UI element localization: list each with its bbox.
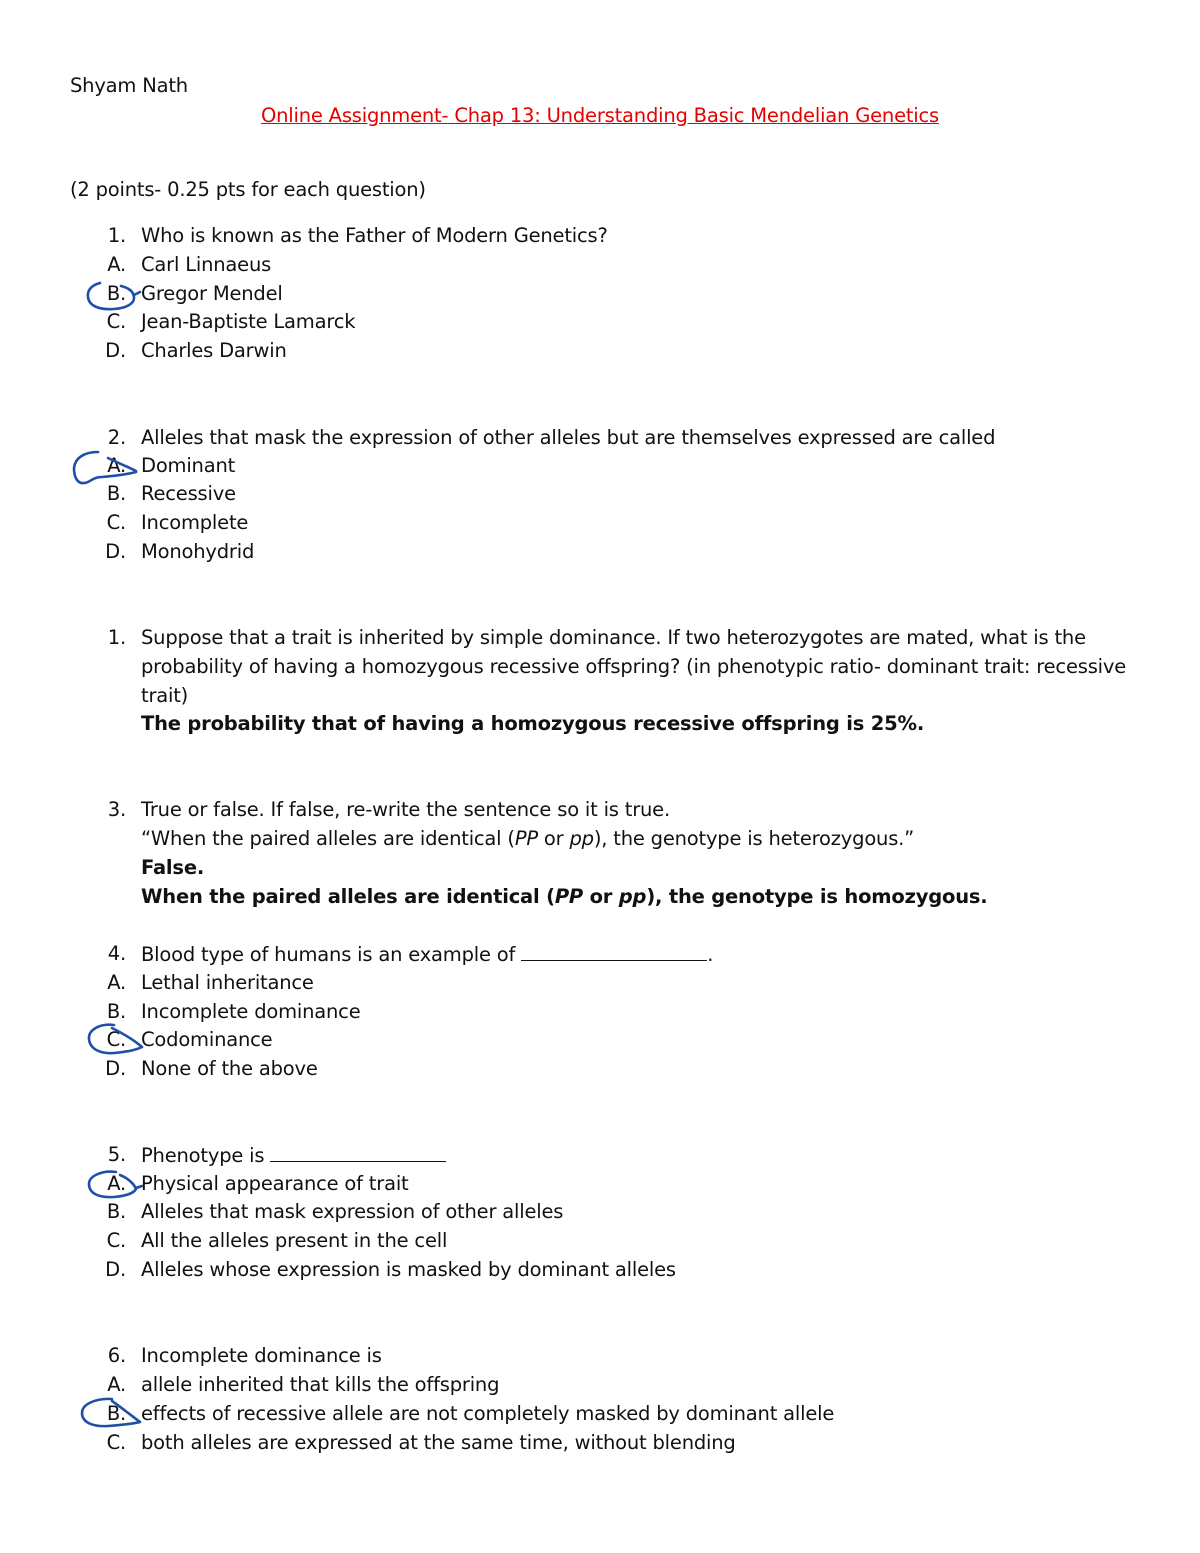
option-text: Physical appearance of trait <box>141 1172 409 1195</box>
option-letter: B. <box>106 1200 126 1223</box>
option-letter-selected: B. <box>106 1402 126 1425</box>
option-text: Recessive <box>141 482 236 505</box>
option-letter: A. <box>107 253 126 276</box>
option-text: effects of recessive allele are not completely masked by dominant allele <box>141 1402 835 1425</box>
option-letter-selected: C. <box>106 1028 126 1051</box>
option-letter: A. <box>107 1373 126 1396</box>
option-text: Alleles that mask expression of other alleles <box>141 1200 564 1223</box>
option-text: None of the above <box>141 1057 318 1080</box>
question-text: Phenotype is <box>141 1143 446 1168</box>
option-letter: D. <box>105 1057 126 1080</box>
question-number: 1. <box>107 626 126 649</box>
answer-blank <box>521 942 707 961</box>
quoted-statement: “When the paired alleles are identical (PP or pp), the genotype is heterozygous.” <box>141 827 915 850</box>
option-letter: C. <box>106 1229 126 1252</box>
question-number: 1. <box>107 224 126 247</box>
question-text: Incomplete dominance is <box>141 1344 382 1367</box>
option-text: Charles Darwin <box>141 339 287 362</box>
question-number: 5. <box>107 1143 126 1166</box>
question-number: 4. <box>107 942 126 965</box>
question-text: Alleles that mask the expression of other alleles but are themselves expressed are called <box>141 426 996 449</box>
option-letter: D. <box>105 339 126 362</box>
author-name: Shyam Nath <box>70 74 188 97</box>
option-text: Lethal inheritance <box>141 971 314 994</box>
question-number: 2. <box>107 426 126 449</box>
question-text: True or false. If false, re-write the sentence so it is true. <box>141 798 670 821</box>
answer-text: The probability that of having a homozygous recessive offspring is 25%. <box>141 712 925 735</box>
option-letter-selected: A. <box>107 1172 126 1195</box>
question-number: 3. <box>107 798 126 821</box>
option-letter: D. <box>105 1258 126 1281</box>
option-text: Carl Linnaeus <box>141 253 272 276</box>
option-letter-selected: B. <box>106 282 126 305</box>
option-text: Alleles whose expression is masked by dominant alleles <box>141 1258 676 1281</box>
option-text: Incomplete <box>141 511 249 534</box>
option-letter: D. <box>105 540 126 563</box>
question-text-line: trait) <box>141 684 189 707</box>
answer-blank <box>270 1143 446 1162</box>
points-note: (2 points- 0.25 pts for each question) <box>70 178 426 201</box>
assignment-title: Online Assignment- Chap 13: Understanding Basic Mendelian Genetics <box>260 104 940 127</box>
option-text: both alleles are expressed at the same time, without blending <box>141 1431 736 1454</box>
option-letter-selected: A. <box>107 454 126 477</box>
question-number: 6. <box>107 1344 126 1367</box>
option-letter: B. <box>106 1000 126 1023</box>
option-text: Jean-Baptiste Lamarck <box>141 310 356 333</box>
question-text: Blood type of humans is an example of . <box>141 943 714 966</box>
option-text: Gregor Mendel <box>141 282 283 305</box>
question-text-line: probability of having a homozygous recessive offspring? (in phenotypic ratio- dominant trait: recessive <box>141 655 1127 678</box>
option-letter: A. <box>107 971 126 994</box>
question-text: Who is known as the Father of Modern Genetics? <box>141 224 608 247</box>
option-letter: B. <box>106 482 126 505</box>
option-letter: C. <box>106 310 126 333</box>
option-text: Codominance <box>141 1028 273 1051</box>
option-letter: C. <box>106 511 126 534</box>
option-text: Incomplete dominance <box>141 1000 361 1023</box>
option-text: All the alleles present in the cell <box>141 1229 448 1252</box>
option-text: Dominant <box>141 454 236 477</box>
option-text: allele inherited that kills the offspring <box>141 1373 500 1396</box>
option-text: Monohydrid <box>141 540 255 563</box>
answer-false: False. <box>141 856 205 879</box>
option-letter: C. <box>106 1431 126 1454</box>
answer-corrected: When the paired alleles are identical (PP or pp), the genotype is homozygous. <box>141 885 988 908</box>
question-text-line: Suppose that a trait is inherited by simple dominance. If two heterozygotes are mated, what is the <box>141 626 1086 649</box>
